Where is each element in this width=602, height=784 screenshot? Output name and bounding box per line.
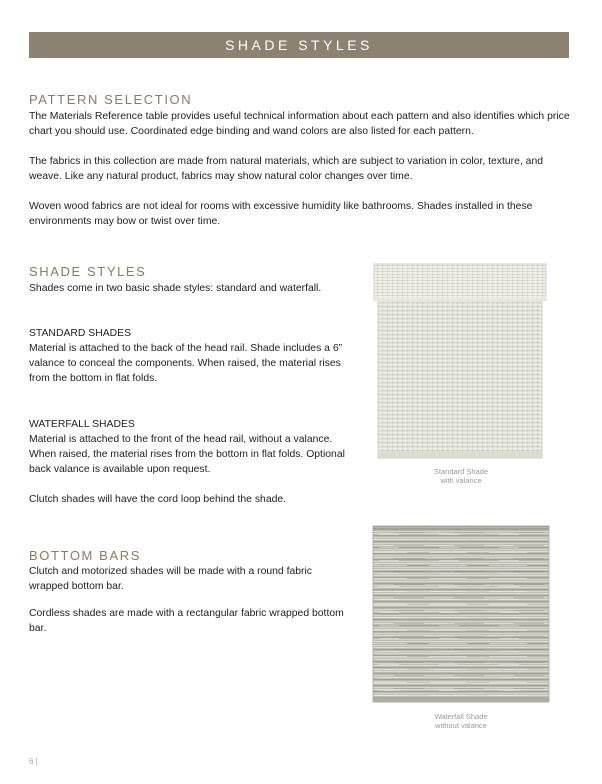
standard-shade-caption — [376, 467, 546, 485]
pattern-selection-paragraph-2: The fabrics in this collection are made from natural materials, which are subject to variation in color, texture, and weave. Like any natural product, fabrics may show natural color changes over time. — [29, 156, 544, 182]
waterfall-shade-caption — [376, 712, 546, 730]
waterfall-shade-illustration — [369, 523, 553, 707]
pattern-selection-paragraph-3: Woven wood fabrics are not ideal for rooms with excessive humidity like bathrooms. Shades installed in these environments may bow or twist over time. — [29, 201, 533, 227]
standard-shade-caption-line-1: Standard Shade — [433, 467, 489, 476]
waterfall-shade-caption-line-2: without valance — [435, 721, 487, 730]
waterfall-shades-text: Material is attached to the front of the head rail, without a valance. When raised, the material rises from the bottom in flat folds. Optional back valance is available upon request. — [29, 434, 345, 475]
shade-styles-intro: Shades come in two basic shade styles: standard and waterfall. — [29, 283, 322, 294]
pattern-selection-paragraph-1: The Materials Reference table provides useful technical information about each pattern and also identifies which price chart you should use. Coordinated edge binding and wand colors are also listed for each pattern. — [29, 111, 570, 137]
page-title: SHADE STYLES — [225, 37, 373, 53]
bottom-bars-paragraph-1: Clutch and motorized shades will be made with a round fabric wrapped bottom bar. — [29, 566, 313, 592]
page-number: 6 | — [29, 757, 38, 766]
waterfall-shade-image — [369, 523, 553, 707]
standard-shade-illustration — [372, 262, 550, 464]
shade-styles-heading: SHADE STYLES — [29, 264, 147, 279]
bottom-bars-paragraph-2: Cordless shades are made with a rectangular fabric wrapped bottom bar. — [29, 608, 344, 634]
clutch-shades-note: Clutch shades will have the cord loop behind the shade. — [29, 494, 287, 505]
waterfall-shades-title: WATERFALL SHADES — [29, 419, 135, 430]
standard-shade-image — [372, 262, 550, 464]
standard-shade-caption-line-2: with valance — [440, 476, 482, 485]
standard-shades-title: STANDARD SHADES — [29, 328, 131, 339]
waterfall-shade-caption-line-1: Waterfall Shade — [434, 712, 488, 721]
page-header-bar — [29, 32, 569, 58]
standard-shades-text: Material is attached to the back of the head rail. Shade includes a 6” valance to conceal the components. When raised, the material rises from the bottom in flat folds. — [29, 343, 343, 384]
bottom-bars-heading: BOTTOM BARS — [29, 548, 141, 563]
pattern-selection-heading: PATTERN SELECTION — [29, 92, 193, 107]
